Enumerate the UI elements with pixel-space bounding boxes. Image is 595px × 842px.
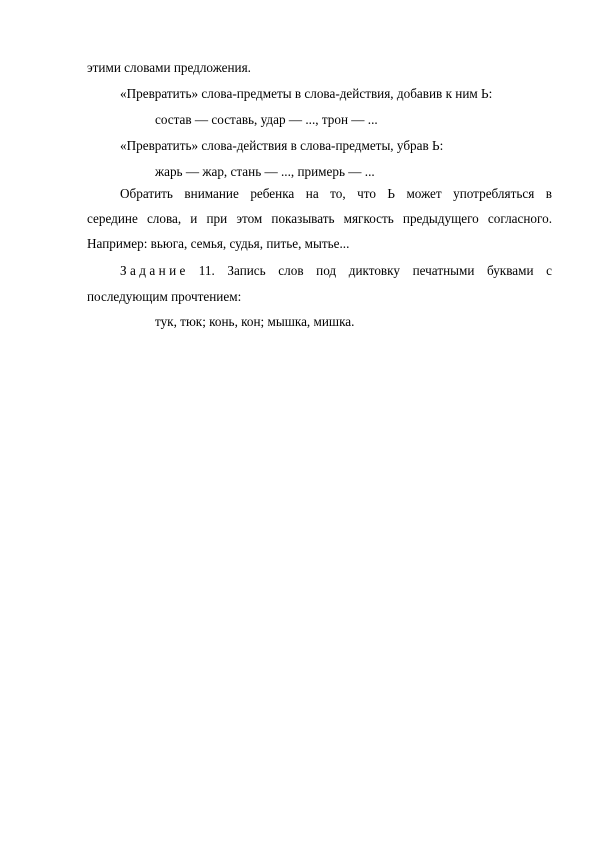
task-label: Задание [120,263,189,278]
example-words-add-soft-sign: состав — составь, удар — ..., трон — ... [155,112,378,127]
paragraph-line-middle-of-word: середине слова, и при этом показывать мягкость предыдущего согласного. [87,211,552,226]
instruction-remove-soft-sign: «Превратить» слова-действия в слова-предметы, убрав Ь: [120,138,444,153]
instruction-add-soft-sign: «Превратить» слова-предметы в слова-действия, добавив к ним Ь: [120,86,493,101]
task-text-continued: последующим прочтением: [87,289,242,304]
example-words-remove-soft-sign: жарь — жар, стань — ..., примерь — ... [155,164,375,179]
paragraph-line-examples: Например: вьюга, семья, судья, питье, мытье... [87,236,350,251]
task-example-words: тук, тюк; конь, кон; мышка, мишка. [155,314,355,329]
task-text: 11. Запись слов под диктовку печатными буквами с [198,263,552,278]
paragraph-line-attention: Обратить внимание ребенка на то, что Ь может употребляться в [120,186,552,201]
task-heading-line [120,263,552,279]
paragraph-line-1: этими словами предложения. [87,60,251,75]
